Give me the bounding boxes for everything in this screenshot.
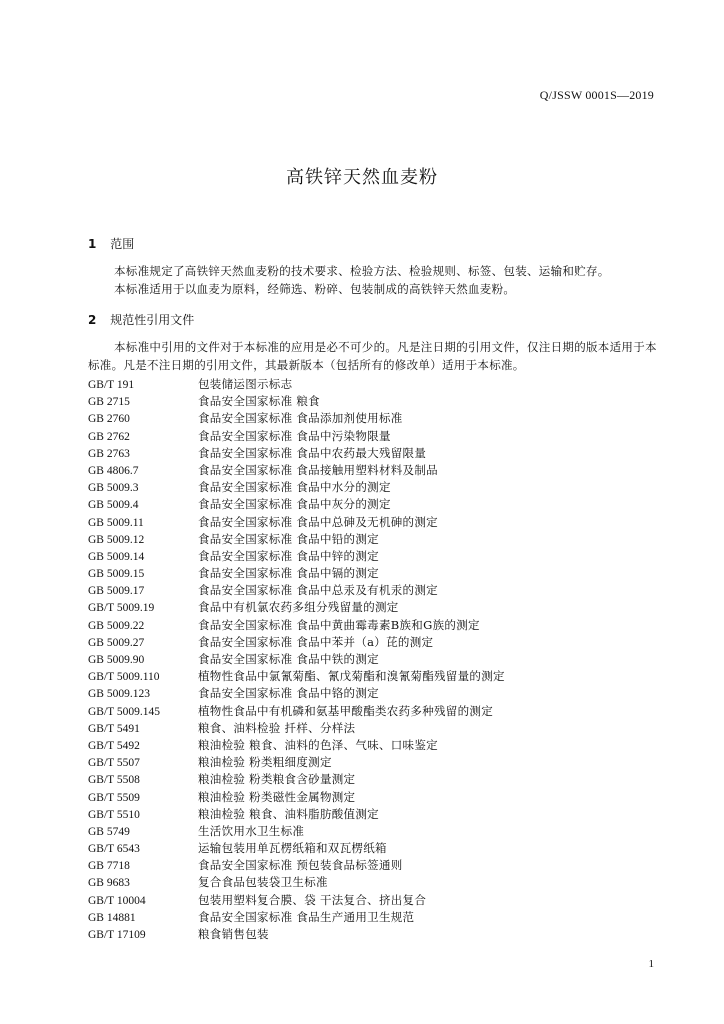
- reference-code: GB 2763: [88, 447, 130, 460]
- section-2-number: 2: [88, 313, 97, 327]
- reference-code: GB 14881: [88, 911, 136, 924]
- reference-title: 植物性食品中有机磷和氨基甲酸酯类农药多种残留的测定: [198, 703, 493, 718]
- reference-title: 食品安全国家标准 食品中铁的测定: [198, 652, 379, 666]
- reference-code: GB 5009.4: [88, 499, 139, 512]
- reference-row: [88, 582, 668, 599]
- reference-code: GB/T 5009.19: [88, 602, 155, 615]
- reference-title: 食品安全国家标准 食品中铬的测定: [198, 686, 379, 701]
- reference-title: 包装储运图示标志: [198, 377, 293, 391]
- reference-code: GB 5009.15: [88, 568, 145, 581]
- reference-title: 复合食品包装袋卫生标准: [198, 875, 328, 890]
- reference-code: GB/T 5492: [88, 739, 140, 752]
- reference-code: GB 5009.14: [88, 550, 145, 563]
- reference-row: [88, 548, 668, 565]
- reference-code: GB/T 191: [88, 379, 135, 391]
- section-1-heading: [88, 235, 134, 252]
- reference-code: GB/T 5508: [88, 774, 140, 787]
- reference-code: GB 2762: [88, 430, 130, 443]
- reference-code: GB 5009.12: [88, 533, 145, 546]
- reference-row: [88, 789, 668, 806]
- reference-title: 粮油检验 粮食、油料的色泽、气味、口味鉴定: [198, 737, 438, 752]
- reference-code: GB 5009.22: [88, 619, 145, 632]
- reference-title: 生活饮用水卫生标准: [198, 823, 305, 838]
- reference-code: GB 5749: [88, 825, 130, 838]
- section-1-paragraph-1: 本标准规定了高铁锌天然血麦粉的技术要求、检验方法、检验规则、标签、包装、运输和贮存。: [114, 264, 610, 278]
- document-title: 高铁锌天然血麦粉: [286, 167, 438, 188]
- reference-title: 粮食销售包装: [198, 927, 269, 941]
- reference-code: GB 9683: [88, 877, 130, 890]
- section-1-title: 范围: [110, 237, 135, 251]
- reference-code: GB/T 5009.110: [88, 671, 160, 684]
- reference-row: [88, 651, 668, 668]
- reference-row: [88, 376, 668, 393]
- reference-title: 食品安全国家标准 粮食: [198, 394, 320, 409]
- reference-code: GB 5009.11: [88, 516, 144, 529]
- reference-title: 粮油检验 粉类粮食含砂量测定: [198, 772, 356, 787]
- reference-title: 食品安全国家标准 食品添加剂使用标准: [198, 411, 403, 426]
- reference-code: GB/T 5509: [88, 791, 140, 804]
- reference-row: [88, 926, 668, 943]
- reference-code: GB/T 5009.145: [88, 705, 160, 718]
- reference-row: [88, 703, 668, 720]
- reference-row: [88, 840, 668, 857]
- reference-row: [88, 892, 668, 909]
- reference-title: 食品中有机氯农药多组分残留量的测定: [198, 600, 399, 615]
- reference-title: 食品安全国家标准 食品中农药最大残留限量: [198, 445, 427, 460]
- standard-code: Q/JSSW 0001S—2019: [539, 88, 654, 102]
- section-2-heading: [88, 311, 194, 328]
- reference-code: GB/T 5510: [88, 808, 140, 821]
- reference-row: [88, 599, 668, 616]
- reference-title: 食品安全国家标准 食品中苯并（a）芘的测定: [198, 634, 434, 649]
- reference-row: [88, 909, 668, 926]
- reference-title: 植物性食品中氯氰菊酯、氰戊菊酯和溴氰菊酯残留量的测定: [198, 669, 505, 684]
- reference-row: [88, 565, 668, 582]
- reference-title: 粮油检验 粮食、油料脂肪酸值测定: [198, 806, 379, 821]
- section-2-title: 规范性引用文件: [110, 313, 195, 327]
- reference-title: 食品安全国家标准 食品中锌的测定: [198, 548, 379, 563]
- reference-code: GB/T 5491: [88, 722, 140, 735]
- reference-code: GB/T 17109: [88, 929, 146, 941]
- reference-title: 食品安全国家标准 食品中总汞及有机汞的测定: [198, 583, 438, 598]
- reference-title: 食品安全国家标准 食品中总砷及无机砷的测定: [198, 514, 438, 529]
- section-2-intro: 本标准中引用的文件对于本标准的应用是必不可少的。凡是注日期的引用文件，仅注日期的版本适用于本标准。凡是不注日期的引用文件，其最新版本（包括所有的修改单）适用于本标准。: [88, 340, 657, 372]
- reference-title: 食品安全国家标准 预包装食品标签通则: [198, 858, 403, 873]
- reference-code: GB 5009.123: [88, 688, 150, 701]
- reference-code: GB 5009.17: [88, 585, 145, 598]
- reference-title: 食品安全国家标准 食品生产通用卫生规范: [198, 909, 415, 924]
- reference-code: GB 5009.27: [88, 636, 145, 649]
- reference-title: 食品安全国家标准 食品接触用塑料材料及制品: [198, 462, 438, 477]
- reference-row: [88, 823, 668, 840]
- reference-title: 食品安全国家标准 食品中污染物限量: [198, 428, 391, 443]
- section-1-number: 1: [88, 237, 97, 251]
- reference-row: [88, 428, 668, 445]
- reference-title: 食品安全国家标准 食品中镉的测定: [198, 566, 379, 581]
- reference-row: [88, 737, 668, 754]
- reference-title: 食品安全国家标准 食品中铅的测定: [198, 531, 379, 546]
- reference-row: [88, 514, 668, 531]
- reference-row: [88, 685, 668, 702]
- page-number: 1: [648, 958, 654, 970]
- reference-title: 粮食、油料检验 扦样、分样法: [198, 720, 356, 735]
- reference-title: 运输包装用单瓦楞纸箱和双瓦楞纸箱: [198, 841, 387, 856]
- reference-row: [88, 462, 668, 479]
- reference-row: [88, 617, 668, 634]
- reference-code: GB/T 10004: [88, 894, 146, 907]
- reference-title: 食品安全国家标准 食品中灰分的测定: [198, 497, 391, 512]
- reference-code: GB 2760: [88, 413, 130, 426]
- reference-row: [88, 874, 668, 891]
- reference-row: [88, 634, 668, 651]
- section-1-paragraph-2: 本标准适用于以血麦为原料，经筛选、粉碎、包装制成的高铁锌天然血麦粉。: [114, 282, 516, 296]
- reference-row: [88, 479, 668, 496]
- reference-title: 包装用塑料复合膜、袋 干法复合、挤出复合: [198, 892, 427, 907]
- reference-row: [88, 668, 668, 685]
- reference-code: GB 7718: [88, 860, 130, 873]
- reference-code: GB 5009.90: [88, 654, 145, 666]
- reference-row: [88, 720, 668, 737]
- reference-row: [88, 393, 668, 410]
- reference-row: [88, 496, 668, 513]
- reference-title: 食品安全国家标准 食品中黄曲霉毒素B族和G族的测定: [198, 617, 480, 632]
- reference-title: 食品安全国家标准 食品中水分的测定: [198, 480, 391, 495]
- reference-row: [88, 445, 668, 462]
- reference-row: [88, 410, 668, 427]
- reference-code: GB 5009.3: [88, 482, 139, 495]
- reference-code: GB 2715: [88, 396, 130, 409]
- reference-list: [88, 376, 668, 943]
- reference-title: 粮油检验 粉类磁性金属物测定: [198, 789, 356, 804]
- reference-title: 粮油检验 粉类粗细度测定: [198, 755, 332, 770]
- reference-row: [88, 857, 668, 874]
- reference-code: GB/T 6543: [88, 843, 140, 856]
- reference-code: GB/T 5507: [88, 757, 140, 770]
- reference-row: [88, 754, 668, 771]
- reference-row: [88, 771, 668, 788]
- reference-row: [88, 531, 668, 548]
- reference-row: [88, 806, 668, 823]
- reference-code: GB 4806.7: [88, 464, 139, 477]
